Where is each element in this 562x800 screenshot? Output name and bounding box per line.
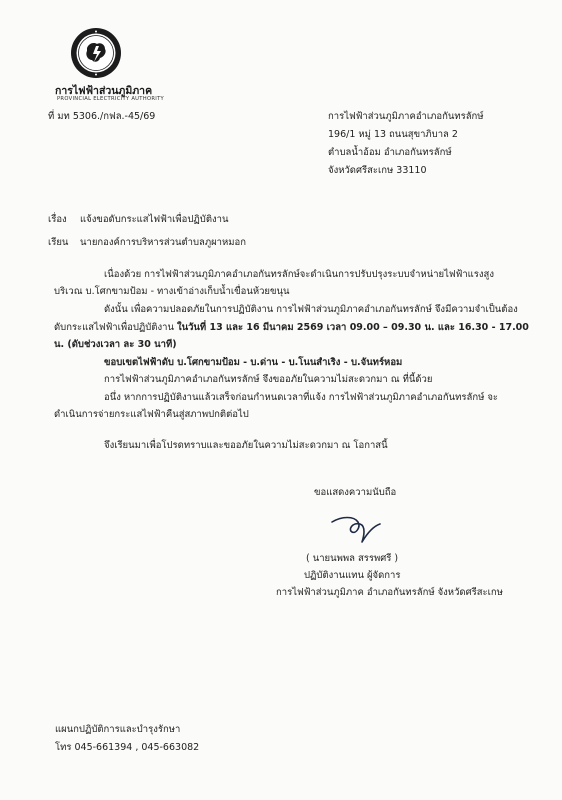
body-line: อนึ่ง หากการปฏิบัติงานแล้วเสร็จก่อนกำหนดเวลาที่แจ้ง การไฟฟ้าส่วนภูมิภาคอำเภอกันทรลักษ์ จะ <box>104 392 499 403</box>
body-line <box>54 320 529 335</box>
body-line: เนื่องด้วย การไฟฟ้าส่วนภูมิภาคอำเภอกันทรลักษ์จะดำเนินการปรับปรุงระบบจำหน่ายไฟฟ้าแรงสูง <box>104 269 494 280</box>
body-line: ดำเนินการจ่ายกระแสไฟฟ้าคืนสู่สภาพปกติต่อไป <box>54 409 249 420</box>
handwritten-signature <box>328 512 384 546</box>
body-line: บริเวณ บ.โศกขามป้อม - ทางเข้าอ่างเก็บน้ำเขื่อนห้วยขนุน <box>54 286 290 297</box>
addressee-text: นายกองค์การบริหารส่วนตำบลภูผาหมอก <box>80 237 246 248</box>
signatory-name: ( นายนพพล สรรพศรี ) <box>306 553 399 564</box>
closing-request: จึงเรียนมาเพื่อโปรดทราบและขออภัยในความไม่สะดวกมา ณ โอกาสนี้ <box>104 440 388 451</box>
subject-text: แจ้งขอดับกระแสไฟฟ้าเพื่อปฏิบัติงาน <box>80 214 229 225</box>
body-text: ดับกระแสไฟฟ้าเพื่อปฏิบัติงาน <box>54 322 177 333</box>
sender-address-line: การไฟฟ้าส่วนภูมิภาคอำเภอกันทรลักษ์ <box>328 111 484 122</box>
outage-duration: น. (ดับช่วงเวลา ละ 30 นาที) <box>54 339 177 350</box>
sender-address-line: จังหวัดศรีสะเกษ 33110 <box>328 165 427 176</box>
footer-phone: โทร 045-661394 , 045-663082 <box>55 742 200 753</box>
sender-address-line: ตำบลน้ำอ้อม อำเภอกันทรลักษ์ <box>328 147 452 158</box>
signatory-org: การไฟฟ้าส่วนภูมิภาค อำเภอกันทรลักษ์ จังหวัดศรีสะเกษ <box>276 587 503 598</box>
apology-text: การไฟฟ้าส่วนภูมิภาคอำเภอกันทรลักษ์ จึงขออภัยในความไม่สะดวกมา ณ ที่นี้ด้วย <box>104 374 433 385</box>
signatory-position: ปฏิบัติงานแทน ผู้จัดการ <box>304 570 401 581</box>
sender-address-line: 196/1 หมู่ 13 ถนนสุขาภิบาล 2 <box>328 129 458 140</box>
org-name-en: PROVINCIAL ELECTRICITY AUTHORITY <box>57 96 165 102</box>
footer-department: แผนกปฏิบัติการและบำรุงรักษา <box>55 724 181 735</box>
addressee-label: เรียน <box>48 237 69 248</box>
body-line: ดังนั้น เพื่อความปลอดภัยในการปฏิบัติงาน การไฟฟ้าส่วนภูมิภาคอำเภอกันทรลักษ์ จึงมีความจำเป็นต้อง <box>104 304 518 315</box>
outage-area: ขอบเขตไฟฟ้าดับ บ.โศกขามป้อม - บ.ด่าน - บ.โนนสำเริง - บ.จันทร์หอม <box>104 357 403 368</box>
closing-salutation: ขอแสดงความนับถือ <box>314 487 397 498</box>
subject-label: เรื่อง <box>48 214 67 225</box>
org-name-th: การไฟฟ้าส่วนภูมิภาค <box>55 85 153 97</box>
pea-seal-icon <box>70 27 122 79</box>
reference-number: ที่ มท 5306./กฟล.-45/69 <box>48 111 156 122</box>
outage-schedule: ในวันที่ 13 และ 16 มีนาคม 2569 เวลา 09.00 – 09.30 น. และ 16.30 - 17.00 <box>176 322 529 333</box>
